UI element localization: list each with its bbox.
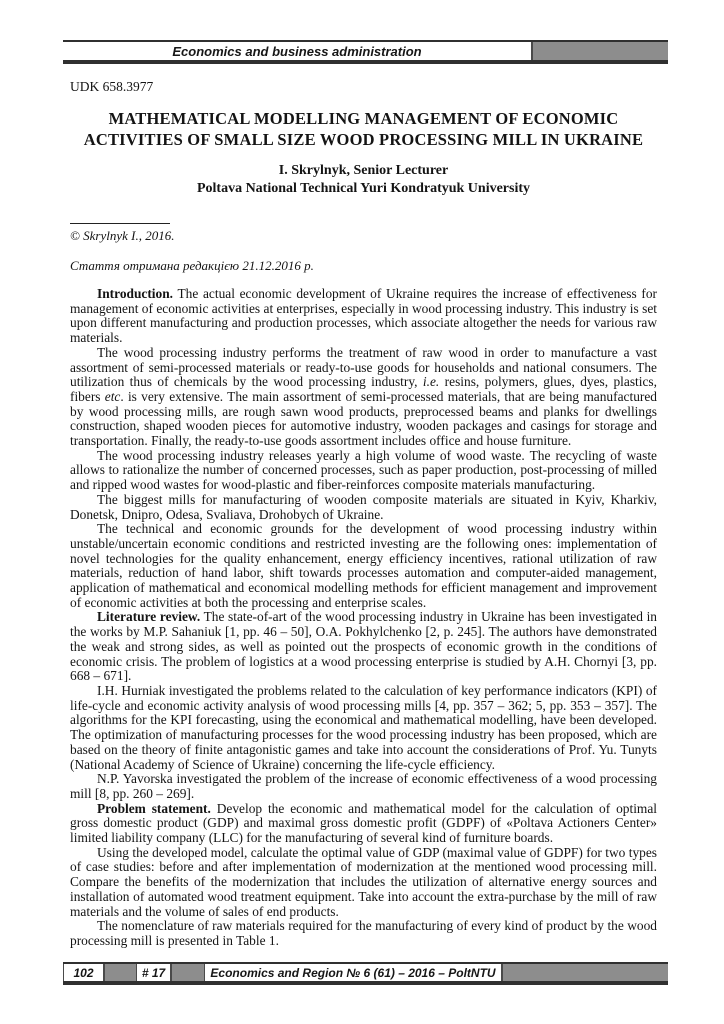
article-title-line1: MATHEMATICAL MODELLING MANAGEMENT OF ECONOMIC (108, 109, 619, 128)
author-name: I. Skrylnyk, Senior Lecturer (278, 163, 449, 178)
udk-code: UDK 658.3977 (70, 79, 154, 94)
journal-title: Economics and Region № 6 (61) – 2016 – PoltNTU (210, 965, 496, 980)
paragraph (70, 287, 657, 346)
footer-gray-segment (503, 964, 668, 981)
italic-term: i.e. (422, 374, 440, 390)
journal-title-box (204, 964, 503, 981)
paragraph-text: The state-of-art of the wood processing industry in Ukraine has been investigated in the works by M.P. Sahaniuk [1, pp. 46 – 50], O.A. Pokhylchenko [2, p. 245]. The authors have demonstrated the weak and strong sides, as well as pointed out the prospects of economic growth in the conditions of economic crisis. The problem of logistics at a wood processing enterprise is studied by A.H. Chornyi [3, pp. 668 – 671]. (70, 609, 657, 684)
header-bar-gray-segment (533, 42, 668, 60)
footnote-separator-rule (70, 223, 170, 224)
paragraph-text: The technical and economic grounds for the development of wood processing industry within unstable/uncertain economic conditions and restricted investing are the following ones: implementation of novel technologies for the quality enhancement, energy efficiency incentives, rational utilization of raw materials, reduction of hand labor, shift towards processes automation and computer-aided management, application of mathematical and economical modelling methods for efficient management and improvement of economic activities at both the processing and enterprise scales. (70, 521, 657, 610)
received-date-note: Стаття отримана редакцією 21.12.2016 р. (70, 258, 314, 273)
paragraph-lead: Introduction. (97, 286, 174, 301)
copyright-note: © Skrylnyk I., 2016. (70, 228, 175, 243)
footer-gray-segment (105, 964, 136, 981)
paragraph-text: The actual economic development of Ukraine requires the increase of effectiveness for management of economic activities at enterprises, especially in wood processing industry. This industry is set upon different manufacturing and production processes, which associate altogether the needs for various raw materials. (70, 286, 657, 346)
paragraph (70, 684, 657, 772)
paragraph (70, 846, 657, 920)
header-rule-bar (63, 40, 668, 64)
byline (70, 162, 657, 198)
paragraph-text: Develop the economic and mathematical model for the calculation of optimal gross domestic product (GDP) and maximal gross domestic profit (GDPF) of «Poltava Actioners Center» limited liability company (LLC) for the manufacturing of several kind of furniture boards. (70, 800, 657, 846)
article-title (70, 108, 657, 150)
paragraph-text: . is very extensive. The main assortment of semi-processed materials, that are being manufactured by wood processing mills, are rough sawn wood products, preprocessed beams and planks for dwellings construction, shaped wooden pieces for automotive industry, wooden packages and casings for storage and transportation. Finally, the ready-to-use goods assortment includes office and house furniture. (70, 388, 657, 449)
footer-rule-bar (63, 962, 668, 985)
article-number: # 17 (141, 965, 166, 980)
paragraph (70, 802, 657, 846)
page-number-box (63, 964, 105, 981)
paragraph (70, 346, 657, 449)
section-heading: Economics and business administration (172, 43, 422, 59)
paragraph-lead: Problem statement. (97, 800, 211, 816)
paragraph-text: Using the developed model, calculate the optimal value of GDP (maximal value of GDPF) for two types of case studies: before and after implementation of modernization at the mentioned wood processing mill. Compare the benefits of the modernization that includes the utilization of alternative energy sources and installation of automated wood treatment equipment. Take into account the extra-purchase by the mill of raw materials and the volume of sales of end products. (70, 844, 657, 919)
article-number-box (136, 964, 172, 981)
paragraph-text: N.P. Yavorska investigated the problem of the increase of economic effectiveness of a wood processing mill [8, pp. 260 – 269]. (70, 771, 657, 801)
paragraph-text: The wood processing industry performs the treatment of raw wood in order to manufacture a vast assortment of semi-processed materials or ready-to-use goods for households and national consumers. The utilization thus of chemicals by the wood processing industry, (70, 344, 657, 390)
italic-term: etc (104, 388, 121, 404)
author-affiliation: Poltava National Technical Yuri Kondratyuk University (196, 181, 531, 196)
paragraph (70, 919, 657, 948)
paragraph (70, 772, 657, 801)
paragraph-text: I.H. Hurniak investigated the problems related to the calculation of key performance indicators (KPI) of life-cycle and economic activity analysis of wood processing mills [4, pp. 357 – 362; 5, pp. 353 – 357]. The algorithms for the KPI forecasting, using the economical and mathematical modelling, have been developed. The optimization of manufacturing processes for the wood processing industry has been proposed, which are based on the theory of finite antagonistic games and take into account the considerations of Prof. Yu. Tunyts (National Academy of Science of Ukraine) concerning the life-cycle efficiency. (70, 682, 657, 772)
article-body (70, 287, 657, 949)
footer-gray-segment (172, 964, 204, 981)
paragraph (70, 449, 657, 493)
article-title-line2: ACTIVITIES OF SMALL SIZE WOOD PROCESSING MILL IN UKRAINE (83, 130, 644, 149)
paragraph (70, 493, 657, 522)
section-heading-box (63, 42, 533, 60)
paragraph (70, 610, 657, 684)
paragraph (70, 522, 657, 610)
paragraph-lead: Literature review. (97, 609, 201, 625)
paragraph-text: The nomenclature of raw materials required for the manufacturing of every kind of product by the wood processing mill is presented in Table 1. (70, 918, 657, 948)
page-number: 102 (73, 965, 94, 980)
paragraph-text: resins, polymers, glues, dyes, plastics, fibers (70, 374, 657, 404)
paragraph-text: The wood processing industry releases yearly a high volume of wood waste. The recycling of waste allows to rationalize the number of concerned processes, such as paper production, post-processing of milled and ripped wood wastes for wood-plastic and fiber-reinforces composite materials manufacturing. (70, 447, 657, 493)
paragraph-text: The biggest mills for manufacturing of wooden composite materials are situated in Kyiv, Kharkiv, Donetsk, Dnipro, Odesa, Svaliava, Drohobych of Ukraine. (70, 491, 657, 522)
